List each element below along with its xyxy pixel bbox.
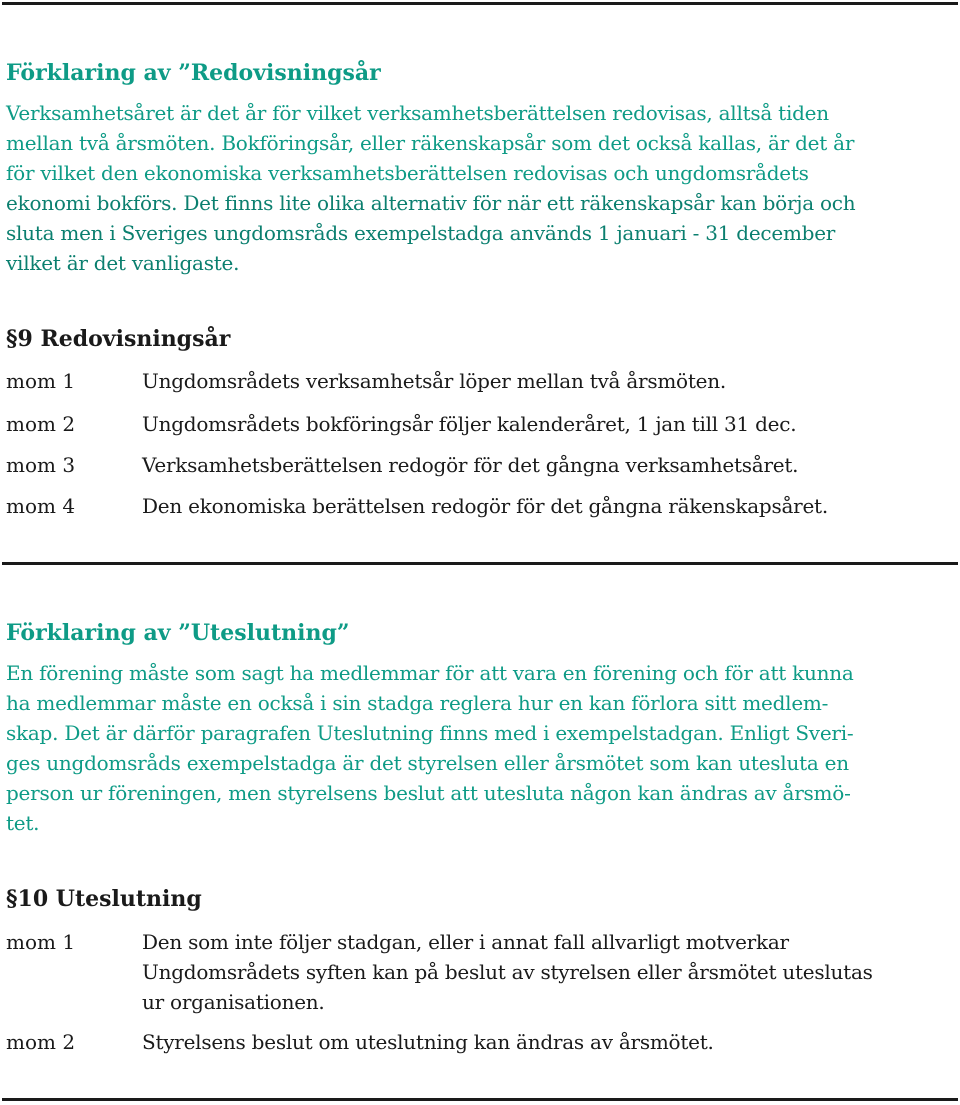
middle-rule [2,562,958,565]
clause-line: Den ekonomiska berättelsen redogör för det gångna räkenskapsåret. [142,494,828,518]
clause-label: mom 2 [6,1030,76,1054]
section2-paragraph [6,658,956,838]
paragraph-line: mellan två årsmöten. Bokföringsår, eller räkenskapsår som det också kallas, är det år [6,131,855,155]
clause-text [142,409,956,439]
paragraph-line: skap. Det är därför paragrafen Uteslutning finns med i exempelstadgan. Enligt Sveri- [6,721,854,745]
paragraph-line: ges ungdomsråds exempelstadga är det styrelsen eller årsmötet som kan utesluta en [6,751,849,775]
paragraph-line: person ur föreningen, men styrelsens beslut att utesluta någon kan ändras av årsmö- [6,781,851,805]
paragraph-line: sluta men i Sveriges ungdomsråds exempelstadga används 1 januari - 31 december [6,221,836,245]
clause-line: Verksamhetsberättelsen redogör för det gångna verksamhetsåret. [142,453,799,477]
clause-label: mom 2 [6,412,76,436]
clause-line: ur organisationen. [142,990,325,1014]
clause-text [142,491,956,521]
paragraph-line: vilket är det vanligaste. [6,251,240,275]
clause-text [142,450,956,480]
paragraph-9-title: §9 Redovisningsår [6,326,231,352]
clause-label: mom 1 [6,930,76,954]
clause-text [142,927,956,1017]
bottom-rule [2,1098,958,1101]
section1-paragraph [6,98,956,278]
clause-line: Den som inte följer stadgan, eller i annat fall allvarligt motverkar [142,930,789,954]
section1-heading: Förklaring av ”Redovisningsår [6,60,381,86]
paragraph-line: Verksamhetsåret är det år för vilket verksamhetsberättelsen redovisas, alltså tiden [6,101,829,125]
clause-line: Ungdomsrådets verksamhetsår löper mellan två årsmöten. [142,369,726,393]
clause-line: Styrelsens beslut om uteslutning kan ändras av årsmötet. [142,1030,714,1054]
clause-text [142,1027,956,1057]
paragraph-line: ekonomi bokförs. Det finns lite olika alternativ för när ett räkenskapsår kan börja och [6,191,856,215]
clause-line: Ungdomsrådets syften kan på beslut av styrelsen eller årsmötet uteslutas [142,960,873,984]
clause-label: mom 3 [6,453,76,477]
section2-heading: Förklaring av ”Uteslutning” [6,620,350,646]
paragraph-line: ha medlemmar måste en också i sin stadga reglera hur en kan förlora sitt medlem- [6,691,829,715]
paragraph-line: tet. [6,811,40,835]
clause-text [142,366,956,396]
clause-label: mom 4 [6,494,76,518]
top-rule [2,2,958,5]
paragraph-10-title: §10 Uteslutning [6,886,202,912]
paragraph-line: för vilket den ekonomiska verksamhetsberättelsen redovisas och ungdomsrådets [6,161,809,185]
paragraph-line: En förening måste som sagt ha medlemmar för att vara en förening och för att kunna [6,661,854,685]
clause-label: mom 1 [6,369,76,393]
clause-line: Ungdomsrådets bokföringsår följer kalenderåret, 1 jan till 31 dec. [142,412,797,436]
